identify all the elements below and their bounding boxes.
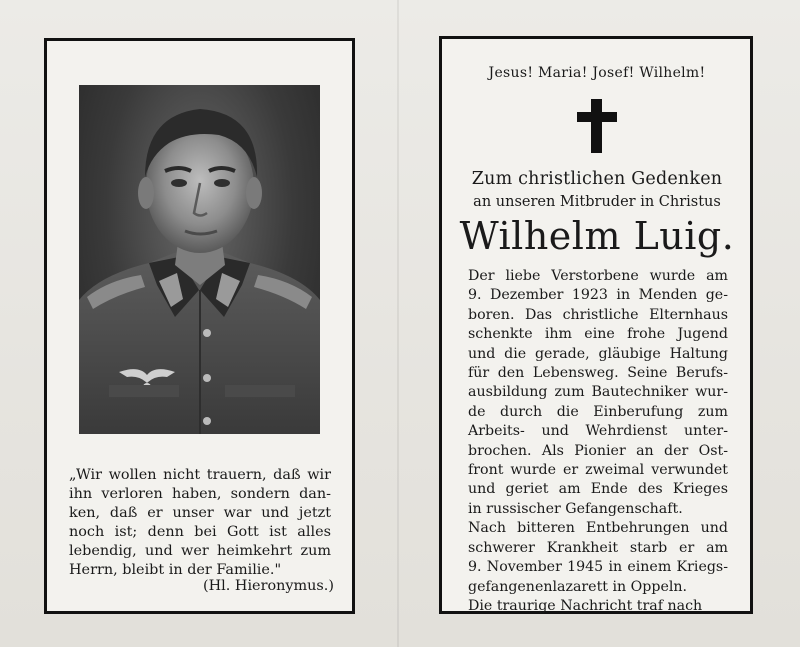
latin-cross-icon — [575, 97, 619, 155]
biography-line: schenkte ihm eine frohe Jugend — [468, 326, 728, 343]
quote-line: Herrn, bleibt in der Familie." — [69, 562, 282, 578]
biography-line: boren. Das christliche Elternhaus — [468, 306, 728, 323]
biography-line: Der liebe Verstorbene wurde am — [468, 268, 728, 284]
biography-line: schwerer Krankheit starb er am — [468, 539, 728, 556]
left-card — [44, 38, 355, 614]
quote-attribution: (Hl. Hieronymus.) — [202, 578, 334, 594]
biography-line: Nach bitteren Entbehrungen und — [468, 520, 728, 537]
deceased-name: Wilhelm Luig. — [459, 214, 735, 258]
fold-line — [397, 0, 399, 647]
biography-line: Die traurige Nachricht traf nach — [468, 597, 703, 614]
quote-line: lebendig, und wer heimkehrt zum — [69, 543, 331, 559]
biography-line: und die gerade, gläubige Haltung — [468, 345, 728, 362]
biography-line: Arbeits- und Wehrdienst unter- — [468, 423, 728, 440]
biography-text — [468, 267, 728, 616]
biography-line: front wurde er zweimal verwundet — [468, 462, 728, 479]
biography-line: brochen. Als Pionier an der Ost- — [468, 442, 728, 459]
quote-line: ken, daß er unser war und jetzt — [69, 505, 331, 521]
biography-line: gefangenenlazarett in Oppeln. — [468, 578, 688, 595]
quote-line: „Wir wollen nicht trauern, daß wir — [69, 467, 331, 483]
memorial-subheading: an unseren Mitbruder in Christus — [473, 194, 721, 210]
biography-line: 9. November 1945 in einem Kriegs- — [468, 559, 728, 576]
biography-line: und geriet am Ende des Krieges — [468, 481, 728, 498]
memorial-quote — [69, 466, 331, 580]
biography-line: in russischer Gefangenschaft. — [468, 500, 683, 517]
soldier-portrait-image — [79, 85, 320, 434]
right-card — [439, 36, 753, 614]
memorial-heading: Zum christlichen Gedenken — [471, 169, 723, 189]
portrait-photo — [79, 85, 320, 434]
biography-line: de durch die Einberufung zum — [468, 403, 728, 420]
biography-line: für den Lebensweg. Seine Berufs- — [468, 365, 728, 382]
biography-line: 9. Dezember 1923 in Menden ge- — [468, 287, 728, 304]
invocation-line: Jesus! Maria! Josef! Wilhelm! — [488, 65, 706, 81]
quote-line: noch ist; denn bei Gott ist alles — [69, 524, 331, 540]
biography-line: ausbildung zum Bautechniker wur- — [468, 384, 728, 401]
quote-line: ihn verloren haben, sondern dan- — [69, 486, 331, 502]
